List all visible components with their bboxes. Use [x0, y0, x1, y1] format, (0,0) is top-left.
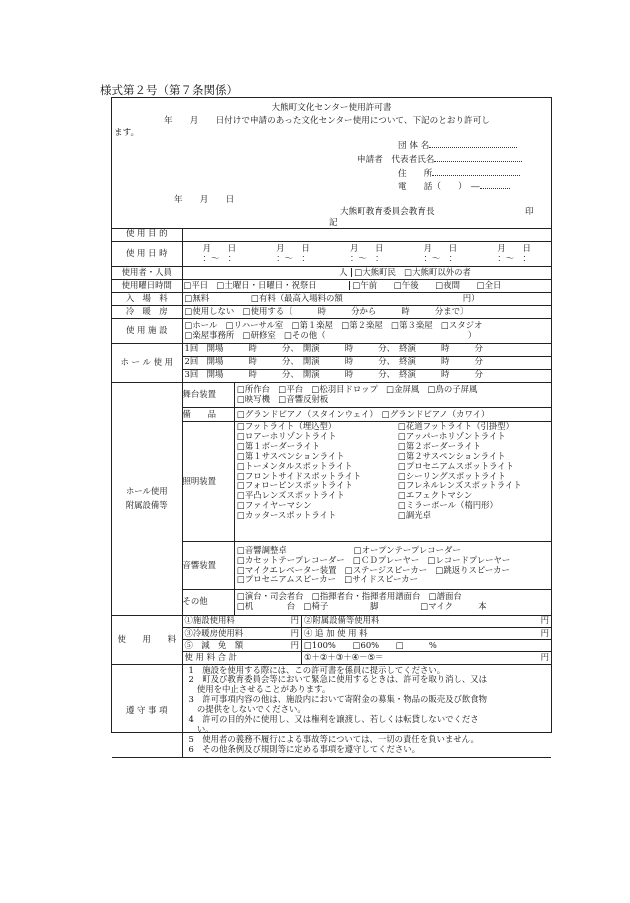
equipment-sub	[183, 383, 552, 615]
users-type[interactable]	[351, 268, 551, 278]
rep-name-label: 代表者氏名	[391, 155, 435, 165]
admission-row	[112, 292, 551, 305]
light-row	[183, 422, 552, 542]
opt-paid[interactable]: □有料（最高入場料の額	[251, 292, 343, 303]
ki-label: 記	[329, 218, 338, 228]
admission-unit: 円）	[462, 292, 480, 303]
rule-5: 5 使用者の義務不履行による事故等については、一切の責任を負いません。	[188, 733, 479, 744]
fee-additional[interactable]	[302, 628, 552, 640]
users-sub	[183, 268, 552, 278]
sound-line-1: □音響調整卓 □オープンテープレコーダー	[237, 544, 461, 555]
rule-3: 3 許可事項内容の他は、施設内において寄附金の募集・物品の販売及び飲食物	[188, 694, 487, 705]
date-slot-4[interactable]	[404, 244, 478, 264]
light-r9[interactable]: □調光卓	[398, 510, 432, 521]
sound-label: 音響装置	[183, 542, 235, 590]
seal-mark: 印	[525, 207, 534, 217]
time-5: ：～ ：	[497, 252, 531, 263]
fee-additional-yen: 円	[540, 627, 549, 638]
facility-line-2: □楽屋事務所 □研修室 □その他（ ）	[184, 329, 477, 340]
permit-header	[112, 98, 551, 229]
purpose-row	[112, 228, 551, 241]
date-slot-2[interactable]	[256, 244, 330, 264]
time-1: ：～ ：	[202, 252, 237, 263]
datetime-slots	[183, 244, 552, 264]
time-4: ：～ ：	[423, 252, 458, 263]
date-slot-5[interactable]	[477, 244, 551, 264]
fee-facility[interactable]	[183, 616, 302, 628]
datetime-row	[112, 241, 551, 266]
sound-line-2: □カセットテープレコーダー □ＣＤプレーヤー □レコードプレーヤー	[237, 554, 511, 565]
light-l1[interactable]: □ロアーホリゾントライト	[237, 430, 337, 441]
fee-equipment[interactable]	[302, 616, 552, 628]
fee-total-yen: 円	[540, 651, 549, 662]
admission-cell[interactable]	[182, 292, 551, 305]
rule-2b: 使用を中止させることがあります。	[188, 684, 331, 695]
equipment-label	[112, 382, 182, 615]
permit-title: 大熊町文化センター使用許可書	[271, 103, 392, 113]
form-number: 様式第２号（第７条関係）	[100, 83, 238, 97]
fee-total[interactable]	[302, 652, 552, 664]
light-r7[interactable]: □エフェクトマシン	[398, 490, 473, 501]
sound-row	[183, 542, 552, 590]
fee-total-label: 使 用 料 合 計	[184, 651, 238, 662]
phone-label: 電 話（ ） ―	[398, 182, 480, 192]
hall-line-2: 2回 開場 時 分、 開演 時 分、 終演 時 分	[183, 357, 552, 370]
fee-reduction[interactable]	[183, 640, 302, 652]
stage-row	[183, 383, 552, 408]
fee-equipment-yen: 円	[540, 615, 549, 626]
daytype-times[interactable]	[349, 281, 551, 291]
stage-options[interactable]	[235, 383, 552, 408]
users-count[interactable]	[183, 268, 352, 278]
stage-label: 舞台装置	[183, 383, 235, 408]
fee-equipment-label: ②附属設備等使用料	[304, 615, 380, 626]
equipment-row	[112, 382, 551, 615]
rules-label: 遵 守 事 項	[112, 664, 182, 757]
fees-row	[112, 615, 551, 664]
issuer-name: 大熊町教育委員会教育長	[340, 207, 435, 217]
date-1: 月 日	[202, 242, 237, 253]
other-row	[183, 590, 552, 615]
opt-resident[interactable]: □大熊町民	[354, 266, 396, 277]
opt-nonresident[interactable]: □大熊町以外の者	[404, 266, 471, 277]
light-r3[interactable]: □第２サスペンションライト	[398, 450, 506, 461]
intro-line-2: ます。	[114, 128, 140, 138]
rule-6: 6 その他条例及び規則等に定める事項を遵守してください。	[188, 743, 420, 754]
address-field[interactable]	[398, 167, 520, 179]
facility-row	[112, 318, 551, 343]
light-label: 照明装置	[183, 422, 235, 542]
light-options[interactable]	[235, 422, 552, 542]
phone-line	[480, 180, 510, 189]
daytype-label: 使用曜日時間	[112, 279, 182, 292]
aircon-label: 冷 暖 房	[112, 305, 182, 318]
daytype-row	[112, 279, 551, 292]
date-4: 月 日	[423, 242, 458, 253]
users-row	[112, 266, 551, 279]
facility-label: 使 用 施 設	[112, 318, 182, 343]
daytype-days[interactable]	[183, 281, 350, 291]
users-cell	[182, 266, 551, 279]
address-label: 住 所	[398, 169, 433, 179]
hall-line-1: 1回 開場 時 分、 開演 時 分、 終演 時 分	[183, 344, 552, 357]
rules-cell	[182, 664, 551, 757]
light-l9[interactable]: □カッタースポットライト	[237, 510, 337, 521]
light-l5[interactable]: □フロントサイドスポットライト	[237, 470, 362, 481]
fees-sub	[183, 616, 552, 664]
light-grid	[237, 422, 551, 521]
datetime-label: 使 用 日 時	[112, 241, 182, 266]
fee-facility-yen: 円	[290, 615, 299, 626]
rep-name-field[interactable]	[357, 153, 522, 165]
hall-cell[interactable]	[182, 343, 551, 382]
fee-additional-label: ④ 追 加 使 用 料	[304, 627, 368, 638]
fee-facility-label: ①施設使用料	[184, 615, 235, 626]
fee-aircon-label: ③冷暖房使用料	[184, 627, 244, 638]
light-r8[interactable]: □ミラーボール（楕円形）	[398, 500, 498, 511]
opt-weekend[interactable]: □土曜日・日曜日・祝祭日	[216, 279, 317, 290]
rule-1: 1 施設を使用する際には、この許可書を係員に提示してください。	[188, 664, 446, 675]
equipment-label-2: 附属設備等	[125, 499, 168, 510]
light-l7[interactable]: □平凸レンズスポットライト	[237, 490, 345, 501]
sound-line-3: □マイクエレベーター装置 □ステージスピーカー □跳返りスピーカー	[237, 564, 510, 575]
light-r4[interactable]: □プロセニアムスポットライト	[398, 460, 514, 471]
fee-total-formula: ①＋②＋③＋④－⑤＝	[304, 651, 384, 662]
light-l8[interactable]: □ファイヤーマシン	[237, 500, 312, 511]
issue-date: 年 月 日	[174, 195, 235, 205]
light-r2[interactable]: □第２ボーダーライト	[398, 440, 482, 451]
purpose-value[interactable]	[182, 228, 551, 241]
rules-row	[112, 664, 551, 757]
light-l0[interactable]: □フットライト（埋込型）	[237, 421, 337, 431]
light-l3[interactable]: □第１サスペンションライト	[237, 450, 345, 461]
props-options[interactable]: □グランドピアノ（スタインウェイ） □グランドピアノ（カワイ）	[235, 408, 552, 422]
opt-afternoon[interactable]: □午後	[393, 279, 419, 290]
fee-reduction-options[interactable]: □100% □60% □ %	[302, 640, 552, 652]
time-3: ：～ ：	[349, 252, 384, 263]
props-row	[183, 408, 552, 422]
other-line-1: □演台・司会者台 □指揮者台・指揮者用譜面台 □譜面台	[237, 591, 462, 602]
address-line	[432, 167, 520, 176]
fees-label: 使 用 料	[112, 615, 182, 664]
stage-line-2: □映写機 □音響反射板	[237, 393, 329, 404]
permit-form	[111, 97, 552, 754]
time-2: ：～ ：	[276, 252, 310, 263]
daytype-cell	[182, 279, 551, 292]
intro-line-1: 年 月 日付けで申請のあった文化センター使用について、下記のとおり許可し	[164, 116, 490, 126]
rule-4b: い。	[188, 723, 214, 734]
purpose-label: 使 用 目 的	[112, 228, 182, 241]
sound-line-4: □プロセニアムスピーカー □サイドスピーカー	[237, 574, 419, 585]
users-unit: 人	[339, 266, 348, 277]
org-name-line	[429, 139, 517, 148]
stage-line-1: □所作台 □平台 □松羽目ドロップ □金屏風 □鳥の子屏風	[237, 383, 478, 394]
aircon-cell[interactable]: □使用しない □使用する〔 時 分から 時 分まで〕	[182, 305, 551, 318]
rule-2: 2 町及び教育委員会等において緊急に使用するときは、許可を取り消し、又は	[188, 674, 487, 685]
light-l6[interactable]: □フォローピンスポットライト	[237, 480, 353, 491]
date-5: 月 日	[497, 242, 531, 253]
org-name-field[interactable]	[398, 139, 517, 151]
users-label: 使用者・人員	[112, 266, 182, 279]
opt-night[interactable]: □夜間	[435, 279, 461, 290]
aircon-row	[112, 305, 551, 318]
daytype-sub	[183, 281, 552, 291]
date-slot-3[interactable]	[330, 244, 404, 264]
facility-line-1: □ホール □リハーサル室 □第１楽屋 □第２楽屋 □第３楽屋 □スタジオ	[184, 319, 483, 330]
rep-name-line	[434, 153, 522, 162]
props-label: 備 品	[183, 408, 235, 422]
date-slot-1[interactable]	[183, 244, 257, 264]
permit-table	[112, 228, 551, 758]
light-l2[interactable]: □第１ボーダーライト	[237, 440, 321, 451]
fee-reduction-yen: 円	[290, 639, 299, 650]
opt-weekday[interactable]: □平日	[183, 279, 209, 290]
light-r6[interactable]: □フレネルレンズスポットライト	[398, 480, 522, 491]
light-r0[interactable]: □花道フットライト（引掛型）	[398, 421, 514, 431]
opt-morning[interactable]: □午前	[352, 279, 378, 290]
fee-aircon-yen: 円	[290, 627, 299, 638]
equipment-label-1: ホール使用	[125, 485, 168, 496]
datetime-grid[interactable]	[182, 241, 551, 266]
date-3: 月 日	[349, 242, 384, 253]
fees-cell	[182, 615, 551, 664]
light-r1[interactable]: □アッパーホリゾントライト	[398, 430, 506, 441]
rule-3b: の提供をしないでください。	[188, 704, 306, 715]
sound-options[interactable]	[235, 542, 552, 590]
equipment-cell	[182, 382, 551, 615]
fee-reduction-label: ⑤ 減 免 額	[184, 639, 244, 650]
hall-label: ホ ー ル 使 用	[112, 343, 182, 382]
rule-4: 4 許可の目的外に使用し、又は権利を譲渡し、若しくは転貸しないでくださ	[188, 714, 479, 725]
admission-label: 入 場 料	[112, 292, 182, 305]
hall-line-3: 3回 開場 時 分、 開演 時 分、 終演 時 分	[184, 368, 483, 379]
fee-aircon[interactable]	[183, 628, 302, 640]
other-line-2: □机 台 □椅子 脚 □マイク 本	[237, 601, 487, 612]
org-name-label: 団 体 名	[398, 141, 430, 151]
opt-allday[interactable]: □全日	[476, 279, 502, 290]
light-r5[interactable]: □シーリングスポットライト	[398, 470, 506, 481]
other-options[interactable]	[235, 590, 552, 615]
applicant-label: 申請者	[357, 155, 383, 165]
phone-field[interactable]	[398, 180, 510, 192]
date-2: 月 日	[276, 242, 310, 253]
other-label: その他	[183, 590, 235, 615]
opt-free[interactable]: □無料	[184, 292, 210, 303]
hall-row	[112, 343, 551, 382]
light-l4[interactable]: □トーメンタルスポットライト	[237, 460, 353, 471]
facility-cell[interactable]	[182, 318, 551, 343]
